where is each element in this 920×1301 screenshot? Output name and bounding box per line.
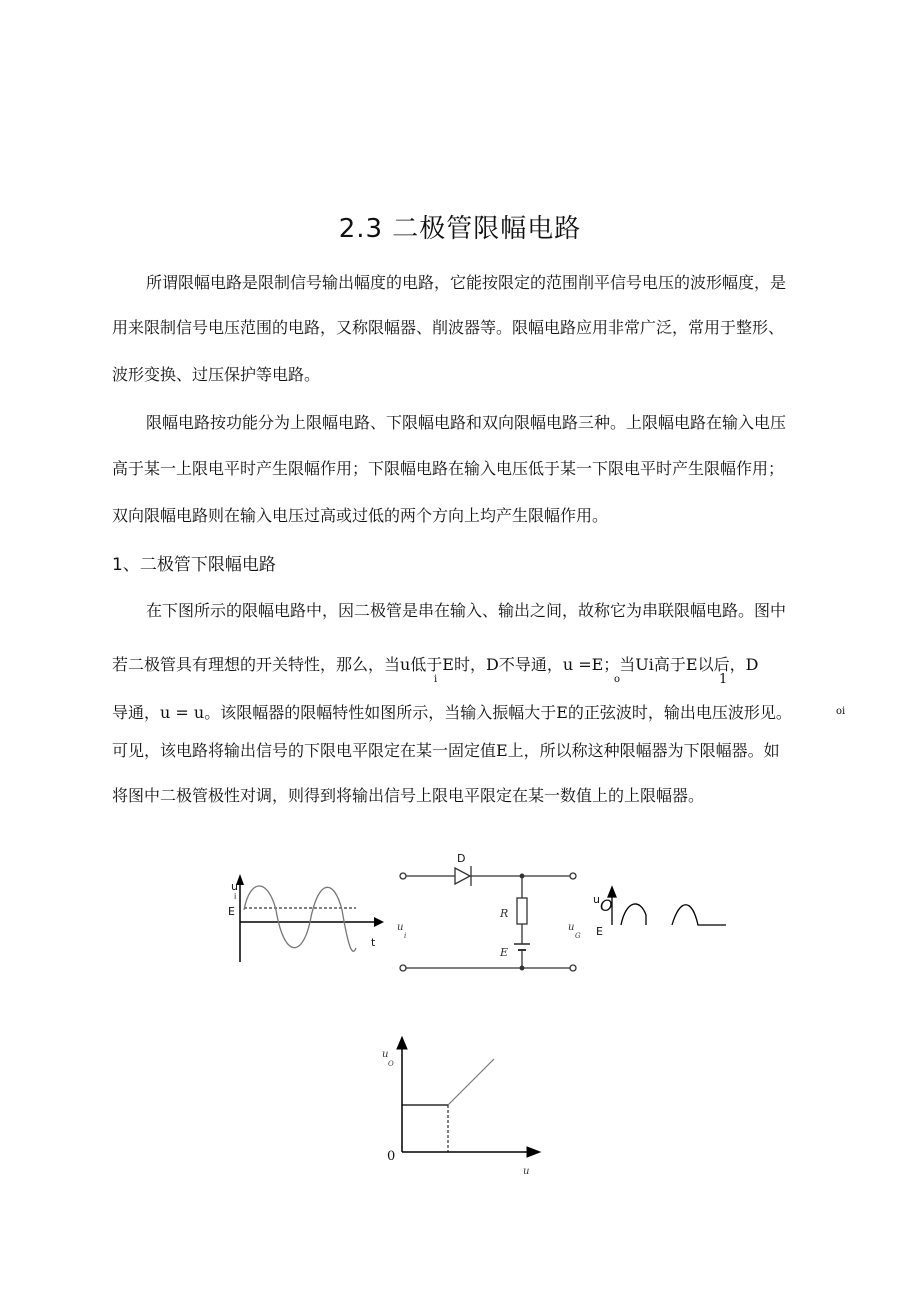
page-title: 2.3 二极管限幅电路 — [338, 214, 582, 244]
para1-line2: 用来限制信号电压范围的电路，又称限幅器、削波器等。限幅电路应用非常广泛，常用于整形、 — [112, 318, 785, 337]
para1-line3: 波形变换、过压保护等电路。 — [112, 365, 321, 384]
diode-symbol — [455, 868, 470, 884]
input-u-label: u — [231, 880, 238, 893]
para3-line4: 可见，该电路将输出信号的下限电平限定在某一固定值E上，所以称这种限幅器为下限幅器。如 — [112, 741, 780, 760]
transfer-x-label: u — [523, 1166, 530, 1177]
circuit-figure — [400, 866, 576, 971]
transfer-origin: 0 — [387, 1149, 396, 1164]
circuit-ui-label: u — [397, 922, 404, 933]
diode-label: D — [457, 852, 466, 865]
resistor-label: R — [500, 907, 509, 920]
para1-line1: 所谓限幅电路是限制信号输出幅度的电路，它能按限定的范围削平信号电压的波形幅度，是 — [146, 273, 787, 292]
sub-i: i — [434, 674, 438, 685]
para3-line2: 若二极管具有理想的开关特性，那么，当u低于E时，D不导通，u =E；当Ui高于E以后，D — [112, 655, 759, 674]
output-waveform-figure — [608, 887, 726, 925]
transfer-uo-label: u — [382, 1049, 389, 1060]
output-u-label: u — [593, 893, 600, 906]
para2-line1: 限幅电路按功能分为上限幅电路、下限幅电路和双向限幅电路三种。上限幅电路在输入电压 — [146, 413, 787, 432]
resistor-symbol — [517, 898, 527, 924]
para2-line2: 高于某一上限电平时产生限幅作用；下限幅电路在输入电压低于某一下限电平时产生限幅作用； — [112, 459, 785, 478]
circuit-ui-sub: i — [404, 932, 407, 940]
input-t-label: t — [371, 936, 376, 949]
para3-line3: 导通，u = u。该限幅器的限幅特性如图所示，当输入振幅大于E的正弦波时，输出电压波形见。 — [112, 703, 792, 722]
sub-oi: oi — [836, 706, 846, 717]
sub-o: o — [614, 674, 621, 685]
para2-line3: 双向限幅电路则在输入电压过高或过低的两个方向上均产生限幅作用。 — [112, 506, 609, 525]
para3-line1: 在下图所示的限幅电路中，因二极管是串在输入、输出之间，故称它为串联限幅电路。图中 — [146, 601, 787, 620]
section-heading: 1、二极管下限幅电路 — [112, 555, 276, 575]
input-e-label: E — [228, 905, 235, 918]
circuit-uo-label: u — [568, 922, 575, 933]
input-u-sub: i — [234, 892, 237, 901]
battery-label: E — [500, 946, 509, 959]
circuit-uo-sub: G — [575, 932, 581, 940]
transfer-uo-sub: O — [388, 1060, 394, 1068]
output-e-label: E — [596, 925, 603, 938]
output-o-label: O — [600, 896, 613, 915]
sub-1: 1 — [719, 672, 728, 687]
sine-wave — [244, 886, 356, 951]
transfer-characteristic-figure — [397, 1037, 540, 1157]
para3-line5: 将图中二极管极性对调，则得到将输出信号上限电平限定在某一数值上的上限幅器。 — [112, 786, 705, 805]
input-waveform-figure — [228, 874, 384, 962]
